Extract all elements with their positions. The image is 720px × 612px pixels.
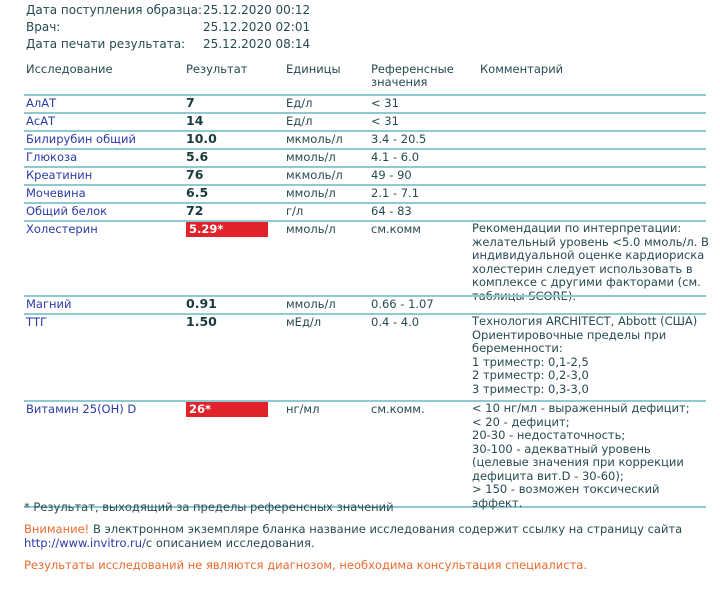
reference-range: 0.4 - 4.0: [371, 315, 420, 329]
table-row: [24, 220, 709, 303]
meta-label: Дата поступления образца:: [26, 3, 202, 17]
comment: Технология ARCHITECT, Abbott (США) Ориентировочные пределы при беременности: 1 триместр: 0,1-2,5 2 триместр: 0,2-3,0 3 триместр: 0,3-3,0: [472, 314, 698, 396]
reference-range: 4.1 - 6.0: [371, 150, 420, 164]
header-comment: Комментарий: [480, 62, 564, 76]
result-value: 5.6: [186, 149, 209, 164]
units: ммоль/л: [286, 297, 336, 311]
reference-range: 49 - 90: [371, 168, 412, 182]
comment: < 10 нг/мл - выраженный дефицит; < 20 - дефицит; 20-30 - недостаточность; 30-100 - адекватный уровень (целевые значения при коррекции дефицита вит.D - 30-60); > 150 - возможен токсический эффект.: [472, 401, 690, 510]
result-value: 26*: [186, 402, 268, 417]
results-table: [24, 60, 709, 510]
units: Ед/л: [286, 114, 313, 128]
invitro-link[interactable]: http://www.invitro.ru/: [24, 536, 146, 550]
reference-range: см.комм: [371, 222, 421, 236]
units: ммоль/л: [286, 186, 336, 200]
meta-label: Дата печати результата:: [26, 37, 186, 51]
meta-row-doctor: [26, 19, 310, 36]
header-result: Результат: [186, 62, 248, 76]
test-name[interactable]: Холестерин: [26, 222, 98, 236]
units: мкмоль/л: [286, 132, 343, 146]
table-row: [24, 295, 706, 313]
units: г/л: [286, 204, 304, 218]
test-name[interactable]: Магний: [26, 297, 72, 311]
report-meta: [26, 2, 310, 53]
reference-range: 3.4 - 20.5: [371, 132, 427, 146]
table-row: [24, 184, 706, 202]
table-header: [24, 60, 564, 94]
result-value: 14: [186, 113, 204, 128]
units: мЕд/л: [286, 315, 322, 329]
warning-note: [24, 522, 714, 550]
test-name[interactable]: Мочевина: [26, 186, 86, 200]
disclaimer: Результаты исследований не являются диагнозом, необходима консультация специалиста.: [24, 558, 587, 572]
units: мкмоль/л: [286, 168, 343, 182]
table-row: [24, 202, 706, 220]
test-name[interactable]: Креатинин: [26, 168, 93, 182]
result-value: 72: [186, 203, 204, 218]
result-value: 5.29*: [186, 222, 268, 237]
header-reference: Референсные значения: [371, 62, 454, 89]
table-row: [24, 94, 706, 112]
result-value: 1.50: [186, 314, 217, 329]
warning-text: В электронном экземпляре бланка название исследования содержит ссылку на страницу сайта: [89, 522, 683, 536]
reference-range: 0.66 - 1.07: [371, 297, 434, 311]
table-row: [24, 112, 706, 130]
link-tail: с описанием исследования.: [145, 536, 315, 550]
meta-value: 25.12.2020 02:01: [203, 20, 311, 34]
result-value: 7: [186, 95, 195, 110]
table-row: [24, 148, 706, 166]
test-name[interactable]: Глюкоза: [26, 150, 78, 164]
units: нг/мл: [286, 402, 320, 416]
units: ммоль/л: [286, 222, 336, 236]
table-row: [24, 166, 706, 184]
meta-row-printed: [26, 36, 310, 53]
out-of-range-note: * Результат, выходящий за пределы референсных значений: [24, 500, 394, 514]
reference-range: < 31: [371, 114, 399, 128]
test-name[interactable]: Витамин 25(OH) D: [26, 402, 137, 416]
reference-range: 2.1 - 7.1: [371, 186, 420, 200]
warning-label: Внимание!: [24, 522, 90, 536]
result-value: 76: [186, 167, 204, 182]
table-row: [24, 313, 706, 400]
test-name[interactable]: Общий белок: [26, 204, 108, 218]
reference-range: < 31: [371, 96, 399, 110]
header-units: Единицы: [286, 62, 341, 76]
reference-range: см.комм.: [371, 402, 425, 416]
units: Ед/л: [286, 96, 313, 110]
units: ммоль/л: [286, 150, 336, 164]
meta-row-received: [26, 2, 310, 19]
meta-label: Врач:: [26, 20, 61, 34]
result-value: 6.5: [186, 185, 209, 200]
test-name[interactable]: АсАТ: [26, 114, 56, 128]
test-name[interactable]: АлАТ: [26, 96, 57, 110]
comment: Рекомендации по интерпретации: желательный уровень <5.0 ммоль/л. В индивидуальной оценке кардиориска холестерин следует использовать в комплексе с другими факторами (см. таблицы SCORE).: [472, 221, 709, 303]
result-value: 10.0: [186, 131, 217, 146]
test-name[interactable]: Билирубин общий: [26, 132, 136, 146]
result-value: 0.91: [186, 296, 217, 311]
meta-value: 25.12.2020 00:12: [203, 3, 311, 17]
meta-value: 25.12.2020 08:14: [203, 37, 311, 51]
test-name[interactable]: ТТГ: [26, 315, 48, 329]
table-row: [24, 130, 706, 148]
header-test: Исследование: [26, 62, 113, 76]
reference-range: 64 - 83: [371, 204, 412, 218]
